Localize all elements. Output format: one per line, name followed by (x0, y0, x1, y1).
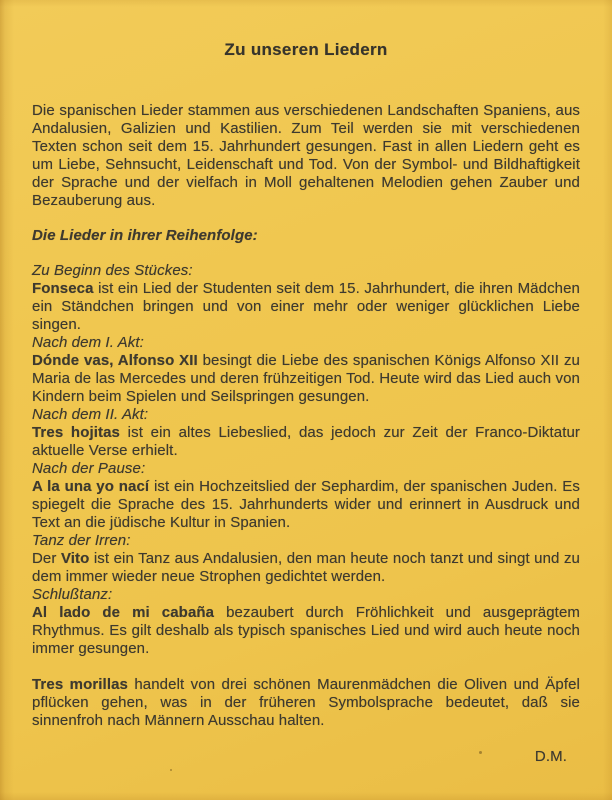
song-timing-label: Nach der Pause: (32, 460, 146, 477)
song-timing-label: Nach dem I. Akt: (32, 334, 144, 351)
song-description (32, 280, 580, 334)
song-description (32, 478, 580, 532)
song-name: Dónde vas, Alfonso XII (32, 352, 198, 369)
closing-paragraph (32, 676, 580, 730)
song-name: Tres morillas (32, 676, 128, 693)
song-list (32, 262, 580, 658)
song-text: ist ein altes Liebeslied, das jedoch zur Zeit der Franco-Diktatur aktuelle Verse erhielt. (32, 424, 580, 459)
song-name: Al lado de mi cabaña (32, 604, 215, 621)
song-timing-label: Zu Beginn des Stückes: (32, 262, 193, 279)
song-prefix: Der (32, 550, 61, 567)
song-name: A la una yo nací (32, 478, 150, 495)
closing-text: handelt von drei schönen Maurenmädchen die Oliven und Äpfel pflücken gehen, was in der früheren Symbolsprache bedeutet, daß sie sinnenfroh nach Männern Ausschau halten. (32, 676, 580, 729)
song-description (32, 550, 580, 586)
song-timing-label: Tanz der Irren: (32, 532, 131, 549)
song-description (32, 424, 580, 460)
page-title: Zu unseren Liedern (224, 40, 388, 59)
song-description (32, 352, 580, 406)
song-text: bezaubert durch Fröhlichkeit und ausgeprägtem Rhythmus. Es gilt deshalb als typisch spanisches Lied und wird auch heute noch immer gesungen. (32, 604, 580, 657)
signature-initials: D.M. (534, 748, 567, 765)
song-name: Tres hojitas (32, 424, 120, 441)
song-name: Vito (60, 550, 90, 567)
song-text: ist ein Hochzeitslied der Sephardim, der spanischen Juden. Es spiegelt die Sprache des 15. Jahrhunderts wider und erinnert in Ausdruck und Text an die jüdische Kultur in Spanien. (32, 478, 580, 531)
song-timing-label: Nach dem II. Akt: (32, 406, 149, 423)
scan-speck (479, 751, 482, 754)
song-text: besingt die Liebe des spanischen Königs Alfonso XII zu Maria de las Mercedes und deren frühzeitigen Tod. Heute wird das Lied auch von Kindern beim Spielen und Seilspringen gesungen. (32, 352, 581, 405)
song-name: Fonseca (32, 280, 94, 297)
song-text: ist ein Lied der Studenten seit dem 15. Jahrhundert, die ihren Mädchen ein Ständchen bringen und von einer mehr oder weniger glücklichen Liebe singen. (32, 280, 580, 333)
song-description (32, 604, 580, 658)
scan-speck (170, 769, 172, 771)
song-timing-label: Schlußtanz: (32, 586, 113, 603)
list-heading: Die Lieder in ihrer Reihenfolge: (32, 227, 258, 244)
intro-paragraph: Die spanischen Lieder stammen aus verschiedenen Landschaften Spaniens, aus Andalusien, Galizien und Kastilien. Zum Teil werden sie mit verschiedenen Texten schon seit dem 15. Jahrhundert gesungen. Fast in allen Liedern geht es um Liebe, Sehnsucht, Leidenschaft und Tod. Von der Symbol- und Bildhaftigkeit der Sprache und der vielfach in Moll gehaltenen Melodien gehen Zauber und Bezauberung aus. (32, 102, 580, 209)
song-text: ist ein Tanz aus Andalusien, den man heute noch tanzt und singt und zu dem immer wieder neue Strophen gedichtet werden. (32, 550, 580, 585)
